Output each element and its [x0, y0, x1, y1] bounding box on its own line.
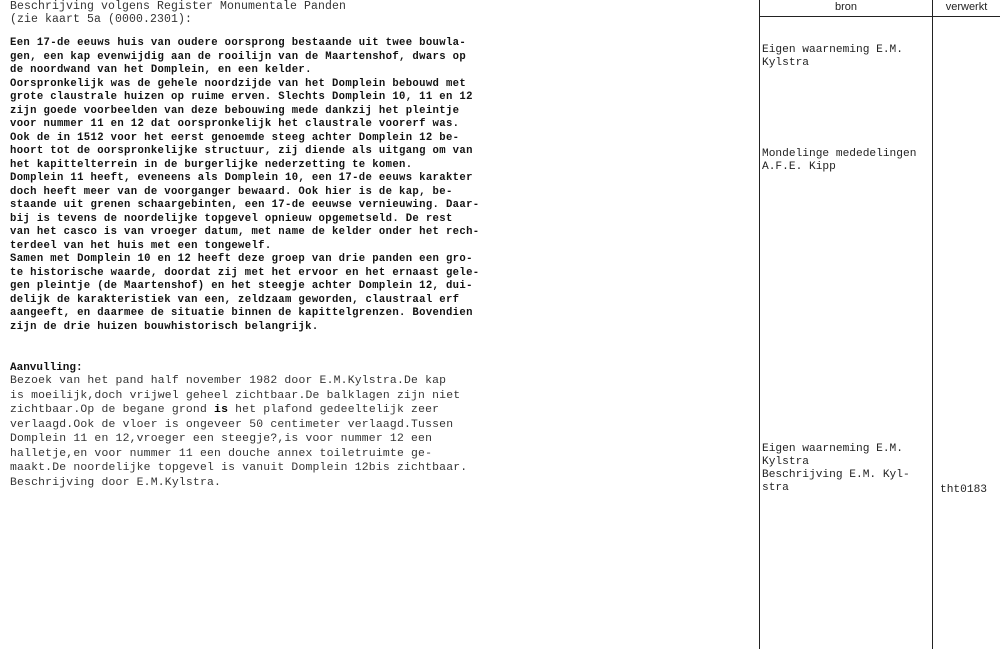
text-line: Oorspronkelijk was de gehele noordzijde van het Domplein bebouwd met: [10, 77, 467, 90]
header-line-2: (zie kaart 5a (0000.2301):: [10, 13, 193, 26]
bron-entry-2: Mondelinge mededelingen A.F.E. Kipp: [762, 148, 917, 173]
text-line: maakt.De noordelijke topgevel is vanuit Domplein 12bis zichtbaar.: [10, 462, 468, 474]
verwerkt-left-rule: [932, 0, 933, 649]
text-line: aangeeft, en daarmee de situatie binnen de kapittelgrenzen. Bovendien: [10, 307, 473, 319]
header-line-1: Beschrijving volgens Register Monumentale Panden: [10, 0, 347, 13]
text-line: Domplein 11 heeft, eveneens als Domplein 10, een 17-de eeuws karakter: [10, 172, 473, 184]
register-description: [10, 37, 745, 334]
bron-entry-1: Eigen waarneming E.M. Kylstra: [762, 44, 903, 69]
text-line: verlaagd.Ook de vloer is ongeveer 50 centimeter verlaagd.Tussen: [10, 418, 454, 431]
text-line: voor nummer 11 en 12 dat oorspronkelijk het claustrale voorerf was.: [10, 118, 460, 130]
text-line: de noordwand van het Domplein, en een kelder.: [10, 64, 312, 76]
verwerkt-entry-1: tht0183: [940, 484, 987, 496]
bron-column-header: bron: [834, 1, 858, 13]
aanvulling-heading: Aanvulling:: [10, 362, 83, 374]
text-line: Ook de in 1512 voor het eerst genoemde steeg achter Domplein 12 be-: [10, 131, 460, 144]
text-line: Een 17-de eeuws huis van oudere oorsprong bestaande uit twee bouwla-: [10, 37, 467, 49]
bold-word: is: [214, 404, 229, 416]
text-line: Bezoek van het pand half november 1982 door E.M.Kylstra.De kap: [10, 375, 447, 387]
text-line: Beschrijving door E.M.Kylstra.: [10, 476, 222, 489]
text-segment: het plafond gedeeltelijk zeer: [228, 404, 440, 416]
text-line: doch heeft meer van de voorganger bewaard. Ook hier is de kap, be-: [10, 185, 453, 198]
text-segment: zichtbaar.Op de begane grond: [10, 404, 215, 416]
text-line: te historische waarde, doordat zij met het ervoor en het ernaast gele-: [10, 266, 480, 279]
text-line: hoort tot de oorspronkelijke structuur, zij diende als uitgang om van: [10, 145, 473, 157]
text-line: staande uit grenen schaargebinten, een 17-de eeuwse vernieuwing. Daar-: [10, 199, 480, 211]
text-line: bij is tevens de noordelijke topgevel opnieuw opgemetseld. De rest: [10, 212, 453, 225]
aanvulling-text: [10, 374, 745, 490]
text-line: zijn goede voorbeelden van deze bebouwing mede dankzij het pleintje: [10, 104, 460, 117]
text-line: gen, een kap evenwijdig aan de rooilijn van de Maartenshof, dwars op: [10, 50, 467, 63]
description-column: [10, 0, 745, 489]
text-line: grote claustrale huizen op ruime erven. Slechts Domplein 10, 11 en 12: [10, 91, 473, 103]
bron-left-rule: [759, 0, 760, 649]
text-line: Samen met Domplein 10 en 12 heeft deze groep van drie panden een gro-: [10, 253, 473, 265]
text-line: zijn de drie huizen bouwhistorisch belangrijk.: [10, 320, 319, 333]
column-header-rule: [759, 16, 1000, 17]
text-line: het kapittelterrein in de burgerlijke nederzetting te komen.: [10, 158, 413, 171]
bron-entry-3: Eigen waarneming E.M. Kylstra Beschrijving E.M. Kyl- stra: [762, 443, 910, 494]
text-line: [10, 403, 745, 418]
text-line: gen pleintje (de Maartenshof) en het steegje achter Domplein 12, dui-: [10, 280, 473, 292]
text-line: terdeel van het huis met een tongewelf.: [10, 239, 272, 252]
text-line: delijk de karakteristiek van een, zeldzaam geworden, claustraal erf: [10, 293, 460, 306]
verwerkt-column-header: verwerkt: [945, 1, 988, 13]
text-line: Domplein 11 en 12,vroeger een steegje?,is voor nummer 12 een: [10, 433, 433, 445]
text-line: is moeilijk,doch vrijwel geheel zichtbaar.De balklagen zijn niet: [10, 389, 461, 402]
text-line: halletje,en voor nummer 11 een douche annex toiletruimte ge-: [10, 447, 433, 460]
text-line: van het casco is van vroeger datum, met name de kelder onder het rech-: [10, 226, 480, 238]
